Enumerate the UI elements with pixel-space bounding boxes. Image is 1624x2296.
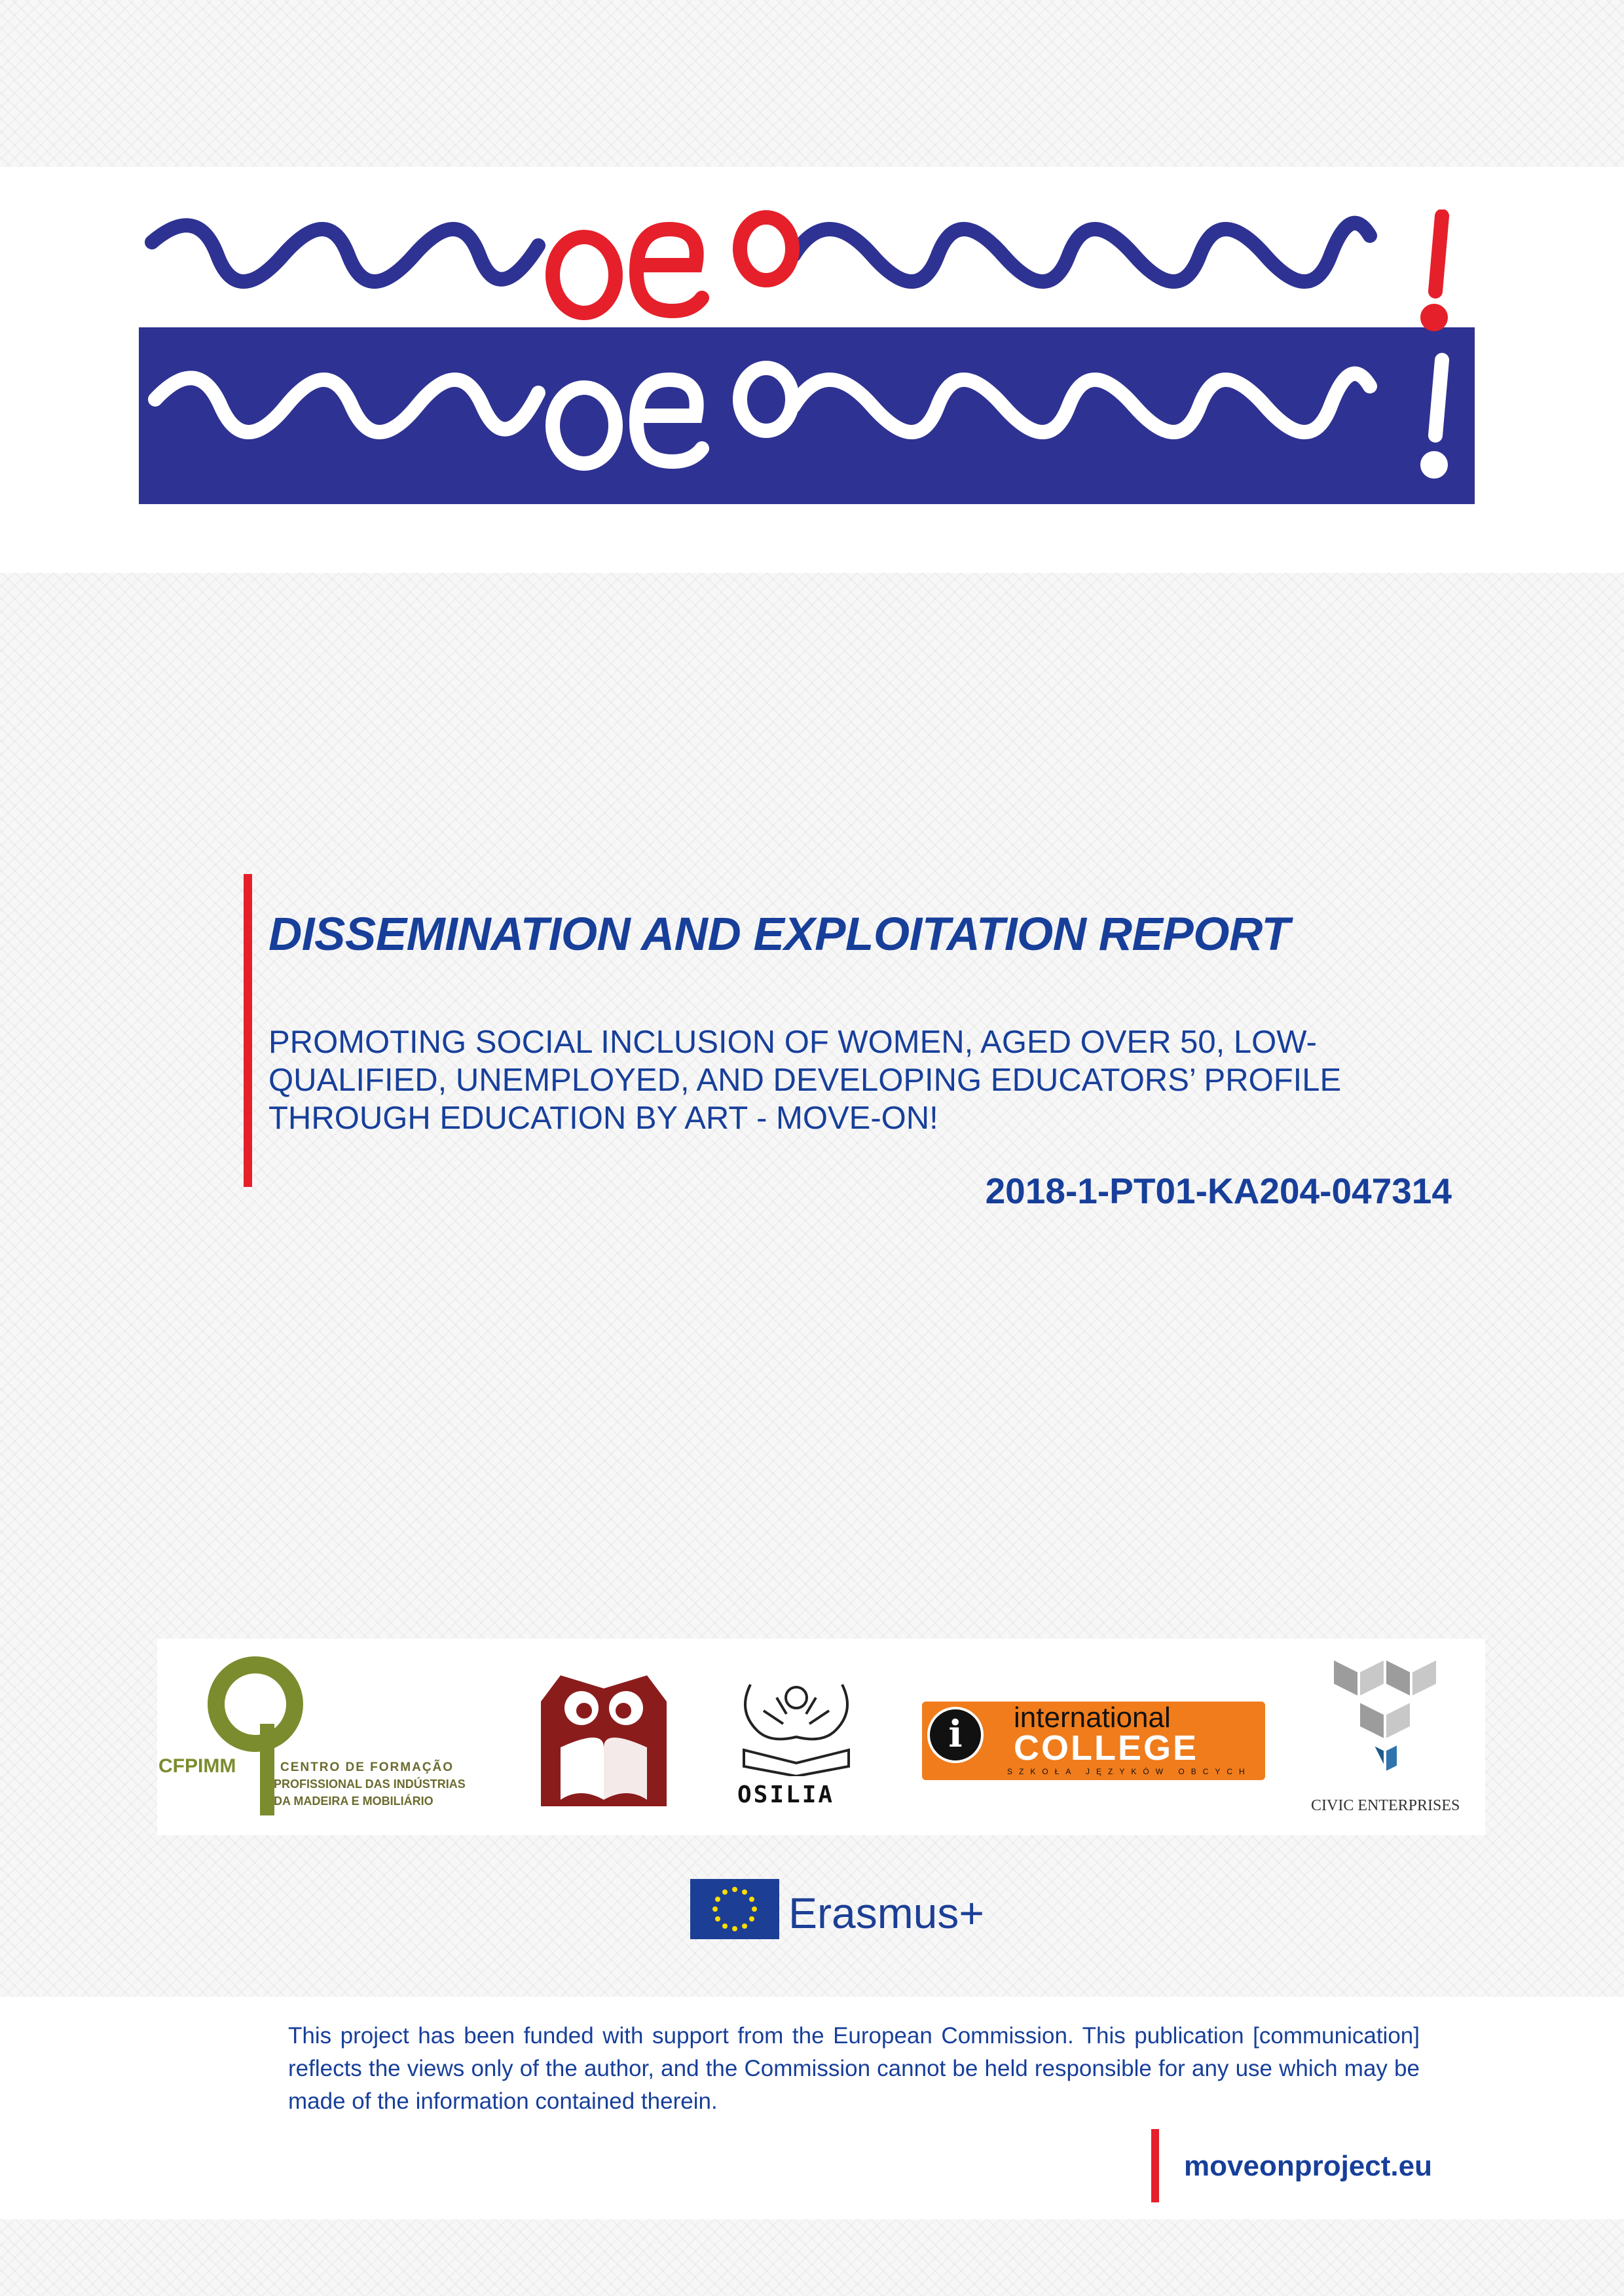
- cfpimm-name-line: DA MADEIRA E MOBILIÁRIO: [274, 1795, 434, 1808]
- title-block: [244, 874, 1488, 1211]
- osilia-name: OSILIA: [737, 1781, 835, 1808]
- website-link[interactable]: moveonproject.eu: [1184, 2150, 1432, 2182]
- report-subtitle: [268, 1023, 1421, 1137]
- partner-logos: [157, 1639, 1485, 1835]
- accent-bar: [1151, 2129, 1159, 2202]
- eu-flag-icon: [690, 1879, 779, 1939]
- report-title: DISSEMINATION AND EXPLOITATION REPORT: [268, 909, 1290, 960]
- accent-bar: [244, 874, 252, 1187]
- funding-disclaimer: This project has been funded with support from the European Commission. This publication [communication] reflects the views only of the author, and the Commission cannot be held responsible for any use which may be made of the information contained therein.: [288, 2023, 1420, 2114]
- civic-cubes-icon: [1297, 1652, 1473, 1789]
- cfpimm-acronym: CFPIMM: [158, 1755, 236, 1777]
- erasmus-label: Erasmus+: [788, 1889, 984, 1937]
- cfpimm-name-line: PROFISSIONAL DAS INDÚSTRIAS: [274, 1777, 466, 1791]
- owl-book-icon: [541, 1675, 667, 1806]
- cfpimm-logo: [157, 1652, 485, 1829]
- civic-enterprises-logo: [1297, 1652, 1473, 1822]
- owl-logo: [541, 1675, 667, 1806]
- college-name-line: international: [1014, 1702, 1171, 1734]
- international-college-logo: [922, 1702, 1265, 1780]
- move-on-logo: [139, 210, 1475, 504]
- subtitle-line: PROMOTING SOCIAL INCLUSION OF WOMEN, AGED OVER 50, LOW-: [268, 1025, 1317, 1060]
- college-name-line: COLLEGE: [1014, 1728, 1199, 1768]
- subtitle-line: QUALIFIED, UNEMPLOYED, AND DEVELOPING EDUCATORS’ PROFILE: [268, 1063, 1342, 1098]
- college-tagline: SZKOŁA JĘZYKÓW OBCYCH: [1007, 1767, 1251, 1776]
- project-code: 2018-1-PT01-KA204-047314: [985, 1171, 1452, 1211]
- osilia-logo: [724, 1671, 868, 1815]
- civic-name: CIVIC ENTERPRISES: [1311, 1797, 1460, 1814]
- college-i-icon: i: [927, 1707, 984, 1763]
- subtitle-line: THROUGH EDUCATION BY ART - MOVE-ON!: [268, 1101, 938, 1136]
- cfpimm-name-line: CENTRO DE FORMAÇÃO: [280, 1760, 454, 1774]
- eagle-book-icon: [724, 1671, 868, 1776]
